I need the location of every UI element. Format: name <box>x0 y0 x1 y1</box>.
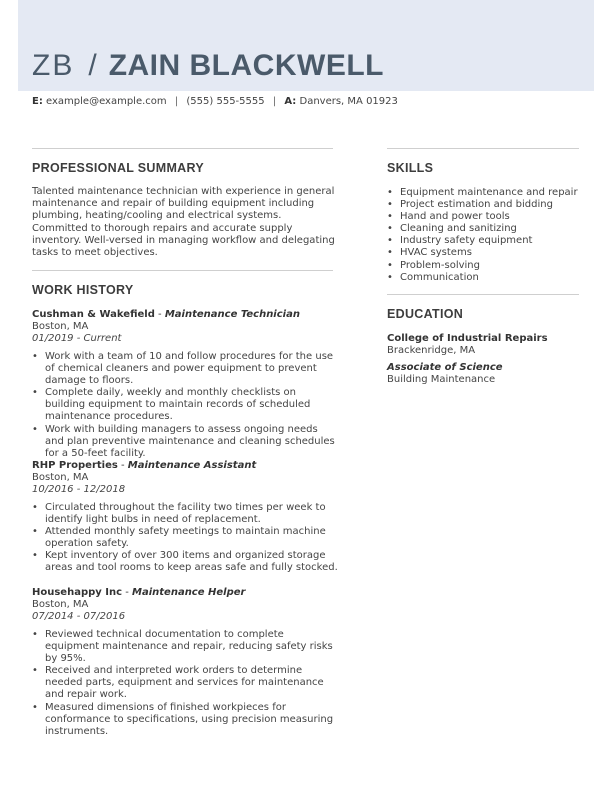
section-divider <box>387 148 579 149</box>
list-item: • Project estimation and bidding <box>387 199 587 211</box>
job-bullets <box>32 629 338 738</box>
list-item: • Work with a team of 10 and follow procedures for the use of chemical cleaners and power equipment to prevent damage to floors. <box>32 351 338 387</box>
list-item: • Communication <box>387 272 587 284</box>
list-item: • Attended monthly safety meetings to maintain machine operation safety. <box>32 526 338 550</box>
section-divider <box>32 270 333 271</box>
list-item: • Complete daily, weekly and monthly checklists on building equipment to maintain records of scheduled maintenance procedures. <box>32 387 338 423</box>
address-label: A: <box>284 96 297 107</box>
job-location: Boston, MA <box>32 599 89 610</box>
job-dash: - <box>154 309 165 320</box>
skills-list <box>387 187 587 284</box>
list-item: • Work with building managers to assess ongoing needs and plan preventive maintenance and cleaning schedules for a 50-feet facility. <box>32 424 338 460</box>
skills-heading: SKILLS <box>387 161 434 175</box>
job-heading <box>32 460 256 471</box>
job-title: Maintenance Technician <box>164 309 300 320</box>
job-title: Maintenance Helper <box>132 587 246 598</box>
job-company: Cushman & Wakefield <box>32 309 155 320</box>
job-company: RHP Properties <box>32 460 118 471</box>
contact-line <box>32 96 398 107</box>
candidate-name: ZAIN BLACKWELL <box>108 49 384 82</box>
work-history-heading: WORK HISTORY <box>32 283 134 297</box>
address: Danvers, MA 01923 <box>299 96 398 107</box>
summary-text: Talented maintenance technician with experience in general maintenance and repair of building equipment including plumbing, heating/cooling and electrical systems. Committed to thorough repairs and accurate supply inventory. Well-versed in managing workflow and delegating tasks to meet objectives. <box>32 186 335 259</box>
list-item: • Hand and power tools <box>387 211 587 223</box>
name-line <box>32 46 384 86</box>
job-title: Maintenance Assistant <box>127 460 257 471</box>
job-heading <box>32 587 245 598</box>
list-item: • Industry safety equipment <box>387 235 587 247</box>
school-name: College of Industrial Repairs <box>387 333 548 344</box>
email: example@example.com <box>46 96 167 107</box>
job-heading <box>32 309 300 320</box>
contact-divider: | <box>174 96 179 107</box>
section-divider <box>32 148 333 149</box>
job-dash: - <box>117 460 128 471</box>
job-location: Boston, MA <box>32 321 89 332</box>
education-heading: EDUCATION <box>387 307 464 321</box>
degree: Associate of Science <box>387 362 503 373</box>
job-dates: 10/2016 - 12/2018 <box>32 484 126 495</box>
list-item: • Equipment maintenance and repair <box>387 187 587 199</box>
list-item: • Received and interpreted work orders to determine needed parts, equipment and services for maintenance and repair work. <box>32 665 338 701</box>
job-dates: 01/2019 - Current <box>32 333 122 344</box>
list-item: • Cleaning and sanitizing <box>387 223 587 235</box>
job-bullets <box>32 351 338 460</box>
list-item: • Measured dimensions of finished workpieces for conformance to specifications, using precision measuring instruments. <box>32 702 338 738</box>
field-of-study: Building Maintenance <box>387 374 496 385</box>
summary-heading: PROFESSIONAL SUMMARY <box>32 161 204 175</box>
name-separator: / <box>88 49 97 82</box>
list-item: • Problem-solving <box>387 260 587 272</box>
job-company: Househappy Inc <box>32 587 123 598</box>
section-divider <box>387 294 579 295</box>
email-label: E: <box>32 96 43 107</box>
list-item: • Kept inventory of over 300 items and organized storage areas and tool rooms to keep areas safe and fully stocked. <box>32 550 338 574</box>
contact-divider: | <box>272 96 277 107</box>
job-dates: 07/2014 - 07/2016 <box>32 611 126 622</box>
job-bullets <box>32 502 338 575</box>
school-location: Brackenridge, MA <box>387 345 476 356</box>
list-item: • HVAC systems <box>387 247 587 259</box>
job-location: Boston, MA <box>32 472 89 483</box>
initials: ZB <box>32 49 75 82</box>
list-item: • Reviewed technical documentation to complete equipment maintenance and repair, reducing safety risks by 95%. <box>32 629 338 665</box>
list-item: • Circulated throughout the facility two times per week to identify light bulbs in need of replacement. <box>32 502 338 526</box>
job-dash: - <box>122 587 133 598</box>
phone: (555) 555-5555 <box>186 96 265 107</box>
